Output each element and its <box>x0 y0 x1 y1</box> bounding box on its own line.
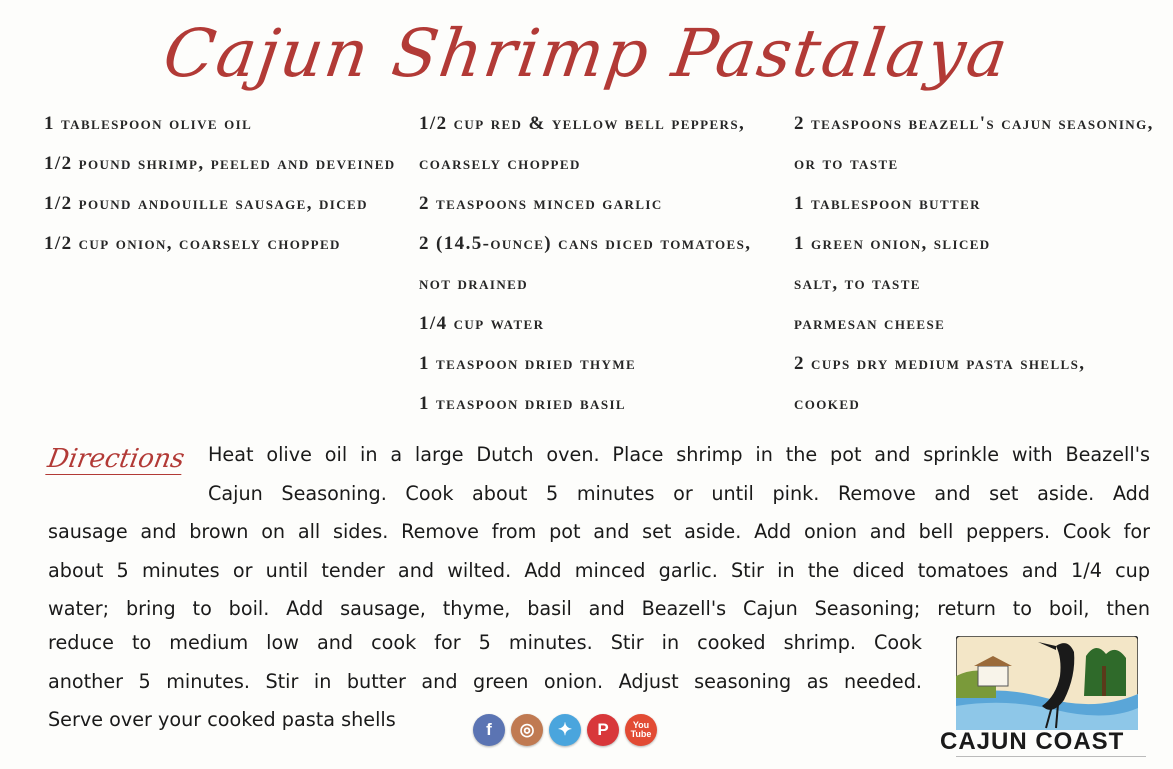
ingredient-item: 1 teaspoon dried basil <box>419 393 626 414</box>
ingredients-column-1 <box>44 104 404 264</box>
directions-line: Cajun Seasoning. Cook about 5 minutes or until pink. Remove and set aside. Add <box>208 481 1150 505</box>
ingredients-column-3 <box>794 104 1154 424</box>
facebook-icon[interactable]: f <box>473 714 505 746</box>
ingredient-item: salt, to taste <box>794 273 921 294</box>
ingredients-column-2 <box>419 104 779 424</box>
ingredient-item: 1/4 cup water <box>419 313 545 334</box>
ingredient-item: parmesan cheese <box>794 313 946 334</box>
directions-heading: Directions <box>45 444 187 474</box>
ingredient-item: 1/2 cup red & yellow bell peppers, coarsely chopped <box>419 113 746 174</box>
ingredient-item: 1 tablespoon olive oil <box>44 113 253 134</box>
directions-line: water; bring to boil. Add sausage, thyme, basil and Beazell's Cajun Seasoning; return to boil, then <box>48 597 1150 620</box>
heron-landscape-icon <box>956 636 1138 730</box>
pinterest-icon[interactable]: P <box>587 714 619 746</box>
logo-divider <box>956 756 1146 763</box>
ingredient-item: 2 teaspoons beazell's cajun seasoning, or to taste <box>794 113 1154 174</box>
directions-line: reduce to medium low and cook for 5 minutes. Stir in cooked shrimp. Cook <box>48 631 922 654</box>
social-icons <box>473 714 657 750</box>
directions-text-top <box>208 436 1150 513</box>
instagram-icon[interactable]: ◎ <box>511 714 543 746</box>
directions-line: Serve over your cooked pasta shells <box>48 708 396 731</box>
ingredient-item: 1 green onion, sliced <box>794 233 991 254</box>
ingredient-item: 2 (14.5-ounce) cans diced tomatoes, not drained <box>419 233 752 294</box>
ingredient-item: 2 cups dry medium pasta shells, cooked <box>794 353 1086 414</box>
directions-line: Heat olive oil in a large Dutch oven. Place shrimp in the pot and sprinkle with Beazell's <box>208 443 1150 466</box>
ingredient-item: 1 teaspoon dried thyme <box>419 353 637 374</box>
ingredient-item: 1/2 cup onion, coarsely chopped <box>44 233 341 254</box>
recipe-title: Cajun Shrimp Pastalaya <box>159 15 1014 92</box>
directions-text-middle <box>48 513 1150 629</box>
ingredient-item: 1/2 pound shrimp, peeled and deveined <box>44 153 396 174</box>
twitter-icon[interactable]: ✦ <box>549 714 581 746</box>
logo-wordmark: CAJUN COAST <box>940 728 1125 755</box>
ingredient-item: 1/2 pound andouille sausage, diced <box>44 193 368 214</box>
ingredient-item: 1 tablespoon butter <box>794 193 981 214</box>
directions-line: about 5 minutes or until tender and wilted. Add minced garlic. Stir in the diced tomatoes and 1/4 cup <box>48 558 1150 582</box>
directions-line: sausage and brown on all sides. Remove from pot and set aside. Add onion and bell peppers. Cook for <box>48 520 1150 543</box>
cajun-coast-logo <box>940 636 1150 764</box>
ingredient-item: 2 teaspoons minced garlic <box>419 193 663 214</box>
directions-line: another 5 minutes. Stir in butter and green onion. Adjust seasoning as needed. <box>48 669 922 693</box>
youtube-icon[interactable]: You Tube <box>625 714 657 746</box>
